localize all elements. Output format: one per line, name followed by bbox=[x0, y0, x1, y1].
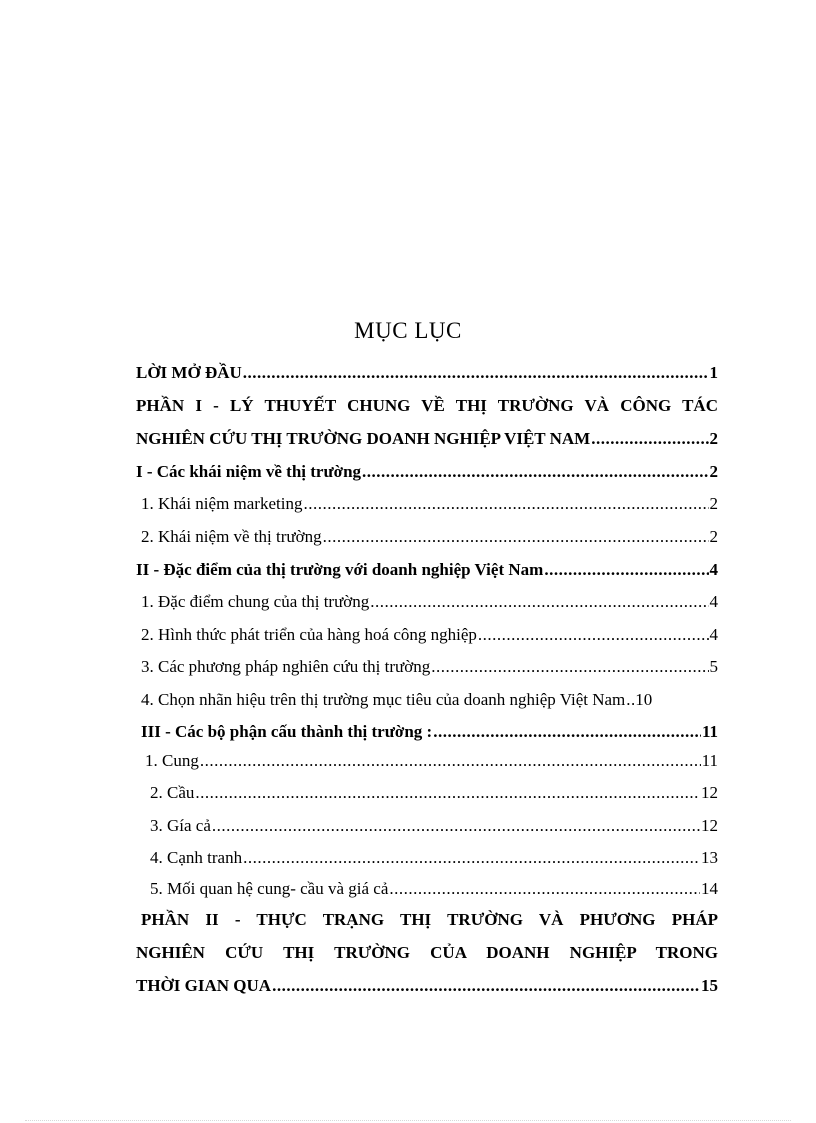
dot-leader bbox=[200, 750, 701, 772]
toc-item-i-1[interactable] bbox=[141, 493, 718, 515]
toc-entry-label: 2. Khái niệm về thị trường bbox=[141, 527, 322, 546]
toc-page-number: 5 bbox=[709, 657, 718, 676]
toc-page-number: 4 bbox=[709, 560, 718, 579]
toc-page-number: 2 bbox=[709, 494, 718, 513]
toc-item-ii-1[interactable] bbox=[141, 591, 718, 613]
toc-entry-label: NGHIÊN CỨU THỊ TRƯỜNG DOANH NGHIỆP VIỆT NAM bbox=[136, 429, 591, 448]
toc-heading-part2-line3[interactable] bbox=[136, 975, 718, 997]
toc-entry-label: 5. Mối quan hệ cung- cầu và giá cả bbox=[150, 879, 389, 898]
dot-leader bbox=[591, 428, 708, 450]
toc-entry-label: LỜI MỞ ĐẦU bbox=[136, 363, 242, 382]
toc-item-i-2[interactable] bbox=[141, 526, 718, 548]
toc-page-number: 4 bbox=[709, 625, 718, 644]
dot-leader bbox=[362, 461, 708, 483]
toc-heading-part2-line2[interactable]: NGHIÊN CỨU THỊ TRƯỜNG CỦA DOANH NGHIỆP TRONG bbox=[136, 943, 718, 962]
dot-leader bbox=[243, 362, 709, 384]
toc-entry-label: I - Các khái niệm về thị trường bbox=[136, 462, 362, 481]
dot-leader bbox=[389, 878, 700, 900]
dot-leader bbox=[433, 721, 701, 743]
toc-entry-label: 3. Gía cả bbox=[150, 816, 211, 835]
toc-entry-label: 3. Các phương pháp nghiên cứu thị trường bbox=[141, 657, 431, 676]
toc-entry-label: II - Đặc điểm của thị trường với doanh nghiệp Việt Nam bbox=[136, 560, 544, 579]
toc-entry-label: III - Các bộ phận cấu thành thị trường : bbox=[141, 722, 433, 741]
toc-entry-label: 4. Chọn nhãn hiệu trên thị trường mục tiêu của doanh nghiệp Việt Nam bbox=[141, 690, 626, 709]
toc-item-ii-4[interactable] bbox=[141, 689, 718, 711]
toc-entry-label: 2. Hình thức phát triển của hàng hoá công nghiệp bbox=[141, 625, 477, 644]
toc-page-number: 10 bbox=[635, 690, 653, 709]
toc-page-number: 1 bbox=[709, 363, 718, 382]
dot-leader bbox=[303, 493, 708, 515]
dot-leader bbox=[626, 689, 634, 711]
toc-page-number: 12 bbox=[701, 816, 718, 835]
toc-item-iii-2[interactable] bbox=[150, 782, 718, 804]
toc-section-i[interactable] bbox=[136, 461, 718, 483]
toc-page-number: 11 bbox=[701, 751, 718, 770]
toc-heading-part1-line2[interactable] bbox=[136, 428, 718, 450]
dot-leader bbox=[544, 559, 708, 581]
toc-section-ii[interactable] bbox=[136, 559, 718, 581]
toc-entry-label: 2. Cầu bbox=[150, 783, 195, 802]
toc-item-ii-2[interactable] bbox=[141, 624, 718, 646]
toc-entry-label: 1. Cung bbox=[145, 751, 199, 770]
toc-page-number: 4 bbox=[709, 592, 718, 611]
page-title: MỤC LỤC bbox=[354, 318, 462, 343]
toc-entry-label: 1. Khái niệm marketing bbox=[141, 494, 303, 513]
dot-leader bbox=[323, 526, 709, 548]
toc-entry-label: 4. Cạnh tranh bbox=[150, 848, 243, 867]
dot-leader bbox=[195, 782, 700, 804]
dot-leader bbox=[243, 847, 700, 869]
toc-entry-loi-mo-dau[interactable] bbox=[136, 362, 718, 384]
toc-entry-label: 1. Đặc điểm chung của thị trường bbox=[141, 592, 370, 611]
toc-item-ii-3[interactable] bbox=[141, 656, 718, 678]
page-bottom-rule bbox=[25, 1120, 791, 1121]
toc-entry-label: THỜI GIAN QUA bbox=[136, 976, 272, 995]
toc-page-number: 2 bbox=[709, 527, 718, 546]
toc-item-iii-3[interactable] bbox=[150, 815, 718, 837]
toc-page-number: 11 bbox=[701, 722, 718, 741]
toc-page-number: 2 bbox=[709, 429, 718, 448]
dot-leader bbox=[431, 656, 708, 678]
toc-page-number: 15 bbox=[701, 976, 718, 995]
toc-page-number: 2 bbox=[709, 462, 718, 481]
dot-leader bbox=[370, 591, 708, 613]
toc-heading-part2-line1[interactable]: PHẦN II - THỰC TRẠNG THỊ TRƯỜNG VÀ PHƯƠNG PHÁP bbox=[141, 910, 718, 929]
toc-page-number: 13 bbox=[701, 848, 718, 867]
toc-heading-part1-line1[interactable]: PHẦN I - LÝ THUYẾT CHUNG VỀ THỊ TRƯỜNG VÀ CÔNG TÁC bbox=[136, 396, 718, 415]
toc-item-iii-5[interactable] bbox=[150, 878, 718, 900]
dot-leader bbox=[272, 975, 700, 997]
toc-item-iii-4[interactable] bbox=[150, 847, 718, 869]
toc-page-number: 12 bbox=[701, 783, 718, 802]
toc-section-iii[interactable] bbox=[141, 721, 718, 743]
toc-item-iii-1[interactable] bbox=[145, 750, 718, 772]
toc-page-number: 14 bbox=[701, 879, 718, 898]
dot-leader bbox=[212, 815, 700, 837]
dot-leader bbox=[478, 624, 709, 646]
